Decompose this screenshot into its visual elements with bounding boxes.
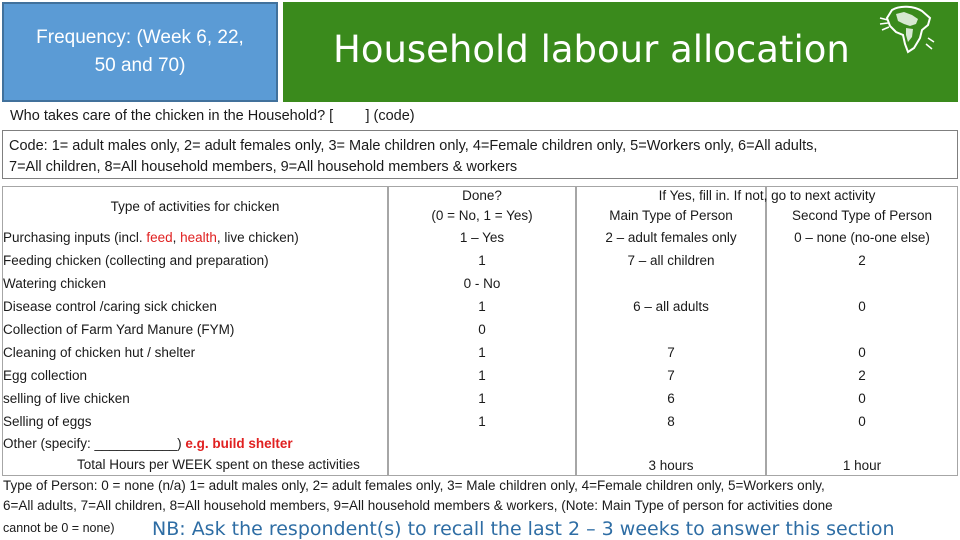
legend-line-3: cannot be 0 = none) [3, 521, 115, 535]
africa-map-logo-icon [878, 4, 938, 56]
activity-row-7: Egg collection [3, 368, 88, 383]
second-row-4: 0 [858, 299, 866, 314]
activity-row-3: Watering chicken [3, 276, 107, 291]
activity-row-2: Feeding chicken (collecting and preparation) [3, 253, 269, 268]
legend-line-1: Type of Person: 0 = none (n/a) 1= adult males only, 2= adult females only, 3= Male children only, 4=Female children only, 5=Workers only, [3, 478, 825, 493]
second-row-6: 0 [858, 345, 866, 360]
done-row-3: 0 - No [463, 276, 501, 291]
done-header-sub: (0 = No, 1 = Yes) [431, 208, 533, 223]
ifyes-header: If Yes, fill in. If not, go to next activity [658, 188, 876, 203]
total-second: 1 hour [842, 458, 882, 473]
done-row-5: 0 [478, 322, 486, 337]
main-row-8: 6 [667, 391, 675, 406]
main-row-4: 6 – all adults [633, 299, 709, 314]
main-row-9: 8 [667, 414, 675, 429]
activity-row-1: Purchasing inputs (incl. feed, health, live chicken) [3, 230, 299, 245]
done-row-4: 1 [478, 299, 486, 314]
activity-row-8: selling of live chicken [3, 391, 130, 406]
main-row-7: 7 [667, 368, 675, 383]
done-row-1: 1 – Yes [459, 230, 505, 245]
done-row-2: 1 [478, 253, 486, 268]
activity-row-9: Selling of eggs [3, 414, 92, 429]
legend-line-2: 6=All adults, 7=All children, 8=All household members, 9=All household members & workers, (Note: Main Type of person for activities done [3, 498, 833, 513]
title-bar [283, 2, 958, 102]
code-legend-line-1: Code: 1= adult males only, 2= adult females only, 3= Male children only, 4=Female children only, 5=Workers only, 6=All adults, [9, 138, 818, 154]
frequency-line-2: 50 and 70) [94, 55, 186, 76]
second-person-header: Second Type of Person [791, 208, 933, 223]
second-row-1: 0 – none (no-one else) [794, 230, 930, 245]
main-row-6: 7 [667, 345, 675, 360]
done-row-7: 1 [478, 368, 486, 383]
frequency-box [2, 2, 278, 102]
activity-row-10: Other (specify: ___________) e.g. build shelter [3, 436, 293, 451]
main-person-header: Main Type of Person [609, 208, 733, 223]
activity-row-4: Disease control /caring sick chicken [3, 299, 217, 314]
code-legend [2, 130, 958, 179]
second-row-2: 2 [858, 253, 866, 268]
total-hours-label: Total Hours per WEEK spent on these activities [77, 457, 360, 472]
page-title: Household labour allocation [333, 28, 850, 71]
question-text: Who takes care of the chicken in the Household? [ ] (code) [10, 108, 415, 124]
main-row-1: 2 – adult females only [605, 230, 737, 245]
second-row-9: 0 [858, 414, 866, 429]
code-legend-line-2: 7=All children, 8=All household members, 9=All household members & workers [9, 159, 518, 175]
frequency-line-1: Frequency: (Week 6, 22, [36, 27, 244, 48]
total-main: 3 hours [648, 458, 694, 473]
second-row-7: 2 [858, 368, 866, 383]
main-row-2: 7 – all children [627, 253, 715, 268]
activity-row-5: Collection of Farm Yard Manure (FYM) [3, 322, 235, 337]
activity-header: Type of activities for chicken [110, 199, 280, 214]
done-row-6: 1 [478, 345, 486, 360]
activity-row-6: Cleaning of chicken hut / shelter [3, 345, 196, 360]
done-row-8: 1 [478, 391, 486, 406]
nb-note: NB: Ask the respondent(s) to recall the last 2 – 3 weeks to answer this section [152, 518, 895, 540]
second-row-8: 0 [858, 391, 866, 406]
done-row-9: 1 [478, 414, 486, 429]
done-header: Done? [462, 188, 502, 203]
